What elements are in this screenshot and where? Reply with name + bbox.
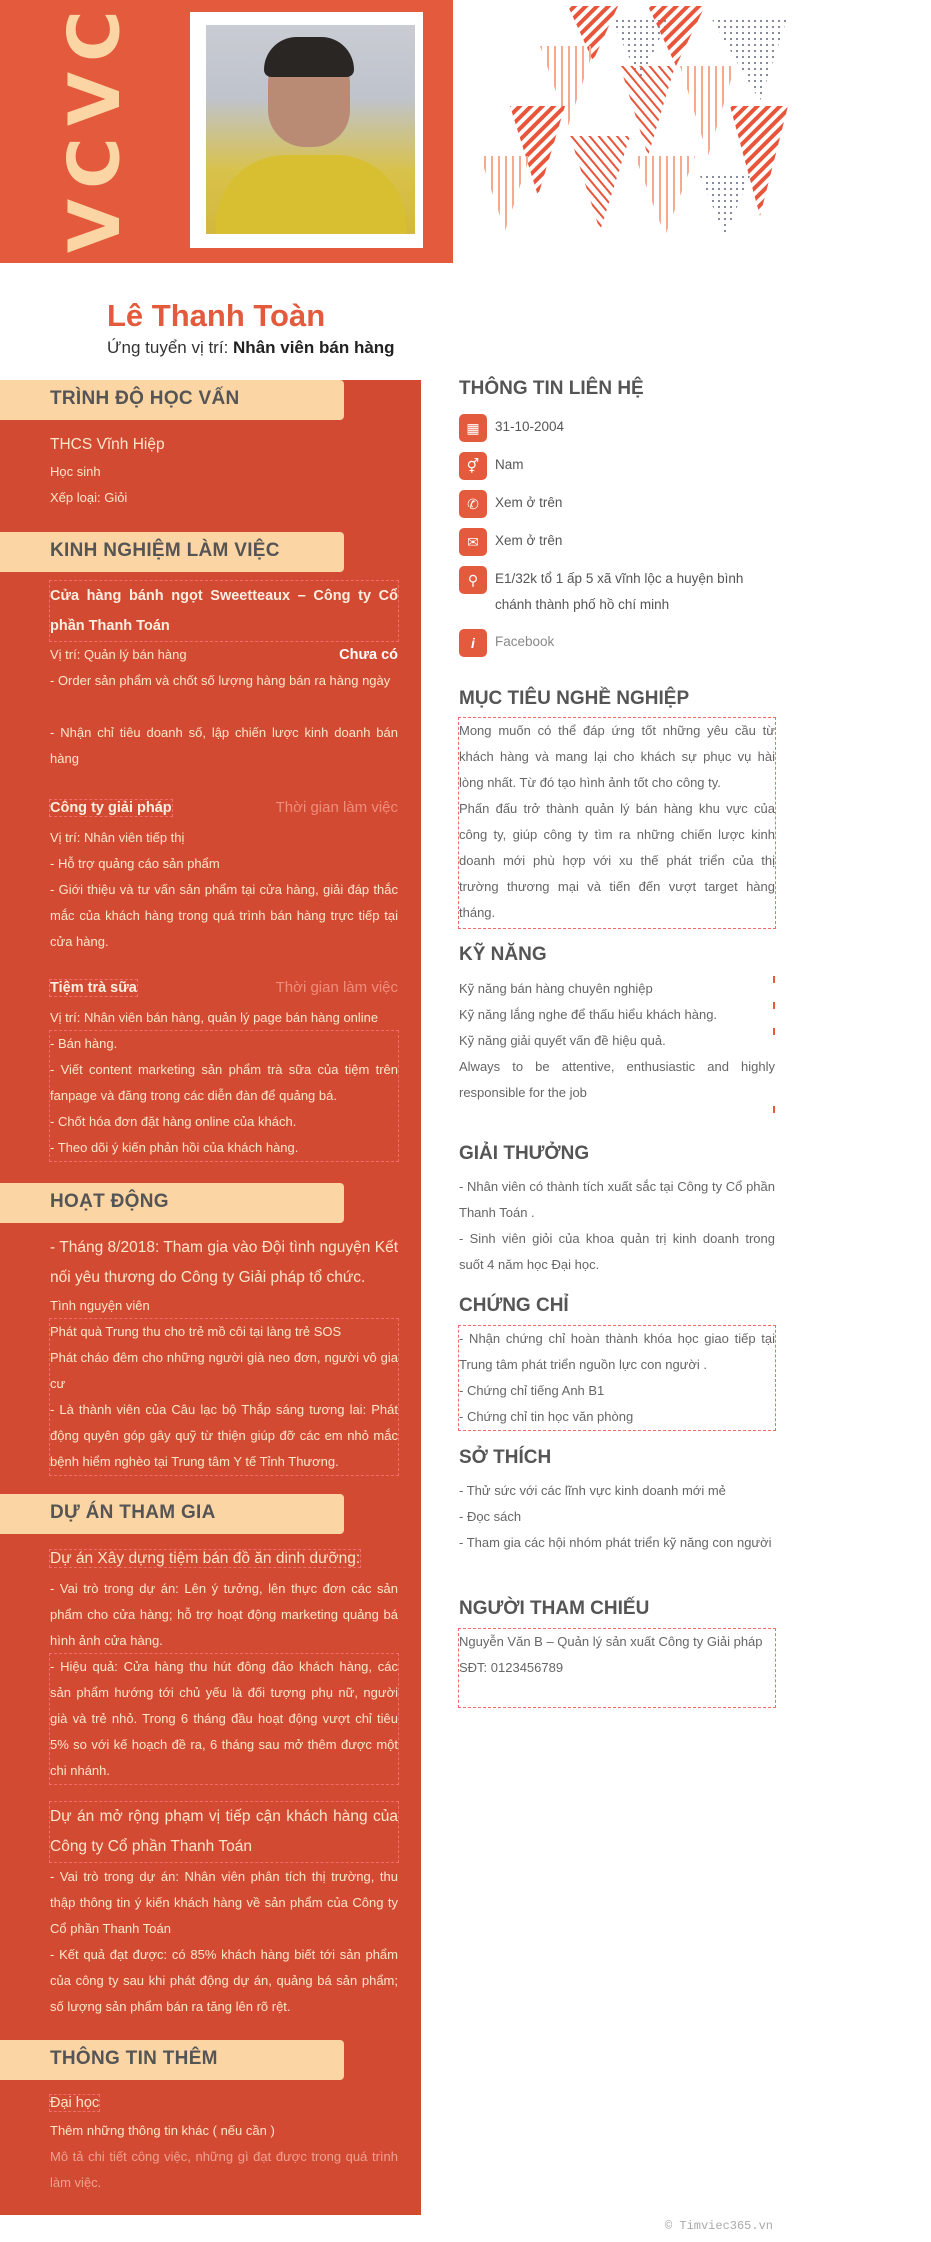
avatar[interactable] [206, 25, 415, 234]
cv-vertical-logo: C V C V [54, 10, 136, 254]
activity-details: Phát quà Trung thu cho trẻ mồ côi tại làng trẻ SOS Phát cháo đêm cho những người già neo đơn, người vô gia cư - Là thành viên của Câu lạc bộ Thắp sáng tương lai: Phát động quyên góp gây quỹ từ thiện giúp đỡ các em nhỏ mắc bệnh hiểm nghèo tại Trung tâm Y tế Tỉnh Thương. [50, 1319, 398, 1475]
skill-level-marker [773, 1028, 775, 1035]
skill-item: Always to be attentive, enthusiastic and highly responsible for the job [459, 1059, 775, 1100]
awards-heading: GIẢI THƯỞNG [459, 1143, 590, 1164]
education-heading: TRÌNH ĐỘ HỌC VẤN [0, 380, 344, 420]
contact-phone: ✆ Xem ở trên [459, 490, 775, 518]
gender-icon: ⚥ [459, 452, 487, 480]
skill-level-marker [773, 1002, 775, 1009]
contact-heading: THÔNG TIN LIÊN HỆ [459, 378, 644, 399]
education-grade: Xếp loại: Giỏi [50, 490, 128, 505]
certificates-list: - Nhận chứng chỉ hoàn thành khóa học giao tiếp tại Trung tâm phát triển nguồn lực con người . - Chứng chỉ tiếng Anh B1 - Chứng chỉ tin học văn phòng [459, 1326, 775, 1430]
email-icon: ✉ [459, 528, 487, 556]
location-icon: ⚲ [459, 566, 487, 594]
calendar-icon: ▦ [459, 414, 487, 442]
job-3-company: Tiệm trà sữa [50, 980, 137, 996]
skill-item: Kỹ năng lắng nghe để thấu hiểu khách hàng. [459, 1007, 718, 1022]
skills-heading: KỸ NĂNG [459, 944, 547, 965]
experience-heading: KINH NGHIỆM LÀM VIỆC [0, 532, 344, 572]
phone-icon: ✆ [459, 490, 487, 518]
reference-details: Nguyễn Văn B – Quản lý sản xuất Công ty Giải pháp SĐT: 0123456789 [459, 1629, 775, 1707]
footer-watermark: © Timviec365.vn [664, 2219, 773, 2233]
job-1-position-row: Vị trí: Quản lý bán hàng Chưa có [50, 642, 398, 668]
hobbies-heading: SỞ THÍCH [459, 1447, 552, 1468]
project-2-name: Dự án mở rộng phạm vị tiếp cận khách hàng của Công ty Cổ phần Thanh Toán [50, 1802, 398, 1862]
job-3-time: Thời gian làm việc [275, 979, 398, 996]
candidate-name: Lê Thanh Toàn [107, 298, 326, 333]
skill-item: Kỹ năng giải quyết vấn đề hiệu quả. [459, 1033, 666, 1048]
references-heading: NGƯỜI THAM CHIẾU [459, 1598, 650, 1619]
job-3-details: - Bán hàng. - Viết content marketing sản phẩm trà sữa của tiệm trên fanpage và đăng trong các diễn đàn để quảng bá. - Chốt hóa đơn đặt hàng online của khách. - Theo dõi ý kiến phản hồi của khách hàng. [50, 1031, 398, 1161]
hobby-item: - Tham gia các hội nhóm phát triển kỹ năng con người [459, 1535, 772, 1550]
hobby-item: - Đọc sách [459, 1509, 522, 1524]
project-1-name: Dự án Xây dựng tiệm bán đồ ăn dinh dưỡng: [50, 1550, 361, 1567]
contact-address: ⚲ E1/32k tổ 1 ấp 5 xã vĩnh lộc a huyện bình chánh thành phố hồ chí minh [459, 566, 775, 618]
certificates-heading: CHỨNG CHỈ [459, 1295, 569, 1316]
activities-heading: HOẠT ĐỘNG [0, 1183, 344, 1223]
decorative-triangles [470, 6, 795, 236]
contact-facebook[interactable] [459, 629, 775, 657]
objective-text: Mong muốn có thể đáp ứng tốt những yêu cầu từ khách hàng và mang lại cho khách sự phục vụ hài lòng nhất. Từ đó tạo hình ảnh tốt cho công ty. Phấn đấu trở thành quản lý bán hàng khu vực của công ty, giúp công ty tìm ra những chiến lược kinh doanh mới phù hợp với xu thế phát triển của thị trường thương mại và tiến đến vượt target hàng tháng. [459, 718, 775, 928]
award-item: - Nhân viên có thành tích xuất sắc tại Công ty Cổ phần Thanh Toán . [459, 1179, 775, 1220]
job-1-detail: - Nhận chỉ tiêu doanh số, lập chiến lược kinh doanh bán hàng [50, 725, 398, 766]
skill-level-marker [773, 976, 775, 983]
job-1-detail: - Order sản phẩm và chốt số lượng hàng bán ra hàng ngày [50, 673, 391, 688]
hobby-item: - Thử sức với các lĩnh vực kinh doanh mới mẻ [459, 1483, 726, 1498]
award-item: - Sinh viên giỏi của khoa quản trị kinh doanh trong suốt 4 năm học Đại học. [459, 1231, 775, 1272]
job-2-header [50, 795, 398, 821]
job-2-detail: - Giới thiệu và tư vấn sản phẩm tại cửa hàng, giải đáp thắc mắc của khách hàng trong quá trình bán hàng trực tiếp tại cửa hàng. [50, 882, 398, 949]
contact-birthday: ▦ 31-10-2004 [459, 414, 775, 442]
skill-item: Kỹ năng bán hàng chuyên nghiệp [459, 981, 653, 996]
contact-email: ✉ Xem ở trên [459, 528, 775, 556]
job-2-company: Công ty giải pháp [50, 800, 172, 816]
job-1-company: Cửa hàng bánh ngọt Sweetteaux – Công ty Cổ phần Thanh Toán [50, 581, 398, 641]
job-3-position: Vị trí: Nhân viên bán hàng, quản lý page bán hàng online [50, 1010, 379, 1025]
job-2-detail: - Hỗ trợ quảng cáo sản phẩm [50, 856, 220, 871]
job-2-position: Vị trí: Nhân viên tiếp thị [50, 830, 185, 845]
facebook-icon: i [459, 629, 487, 657]
extra-item: Đại học [50, 2095, 100, 2111]
extra-line: Thêm những thông tin khác ( nếu cần ) [50, 2123, 275, 2138]
education-school: THCS Vĩnh Hiệp [50, 436, 165, 453]
contact-gender: ⚥ Nam [459, 452, 775, 480]
objective-heading: MỤC TIÊU NGHỀ NGHIỆP [459, 688, 690, 709]
project-1-result: - Hiệu quả: Cửa hàng thu hút đông đảo khách hàng, các sản phẩm hướng tới chủ yếu là đối tượng phụ nữ, người già và trẻ nhỏ. Trong 6 tháng đầu hoạt động vượt chỉ tiêu 5% so với kế hoạch đề ra, 6 tháng sau mở thêm được một chi nhánh. [50, 1654, 398, 1784]
extra-heading: THÔNG TIN THÊM [0, 2040, 344, 2080]
extra-line: Mô tả chi tiết công việc, những gì đạt được trong quá trình làm việc. [50, 2149, 398, 2190]
activity-event: - Tháng 8/2018: Tham gia vào Đội tình nguyện Kết nối yêu thương do Công ty Giải pháp tổ chức. [50, 1239, 398, 1286]
project-2-role: - Vai trò trong dự án: Nhân viên phân tích thị trường, thu thập thông tin ý kiến khách hàng về sản phẩm của Công ty Cổ phần Thanh Toán [50, 1869, 398, 1936]
skill-level-marker [773, 1106, 775, 1113]
projects-heading: DỰ ÁN THAM GIA [0, 1494, 344, 1534]
activity-role: Tình nguyện viên [50, 1298, 150, 1313]
education-role: Học sinh [50, 464, 101, 479]
job-1-time: Chưa có [339, 647, 398, 663]
project-2-result: - Kết quả đạt được: có 85% khách hàng biết tới sản phẩm của công ty sau khi phát động dự án, quảng bá sản phẩm; số lượng sản phẩm bán ra tăng lên rõ rệt. [50, 1947, 398, 2014]
project-1-role: - Vai trò trong dự án: Lên ý tưởng, lên thực đơn các sản phẩm cho cửa hàng; hỗ trợ hoạt động marketing quảng bá hình ảnh cửa hàng. [50, 1581, 398, 1648]
job-2-time: Thời gian làm việc [275, 799, 398, 816]
apply-position: Ứng tuyển vị trí: Nhân viên bán hàng [107, 338, 395, 357]
job-3-header [50, 975, 398, 1001]
facebook-link[interactable]: Facebook [495, 634, 555, 649]
